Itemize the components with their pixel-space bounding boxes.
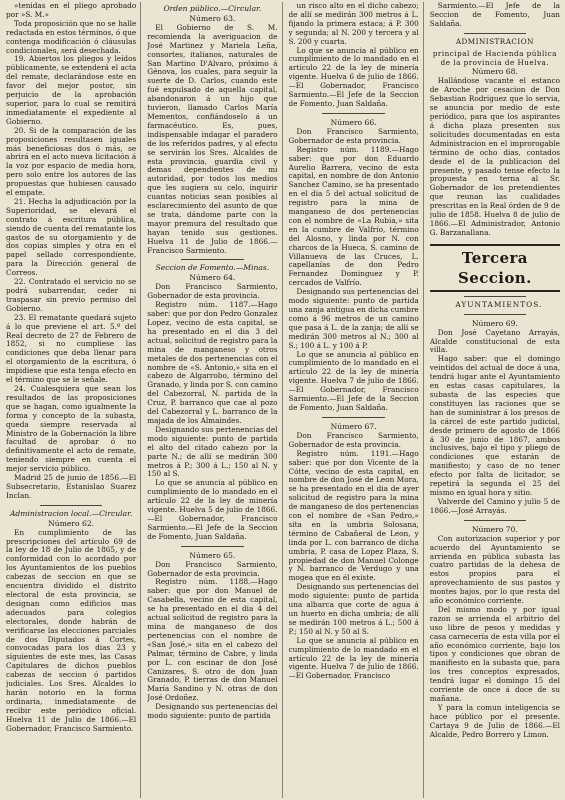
paragraph: Designando sus pertenencias del modo siguiente: punto de partida una albarca que corte de agua á un huerto en dicha umbria; de allí se medirán 100 metros á L.; 500 á P.; 150 al N. y 50 al S. <box>288 582 419 636</box>
paragraph: 20. Si de la comparación de las proposiciones resultasen iguales más beneficiosas dos ó más, se abrirá en el acto nueva licitación á la voz por espacio de media hora, pero solo entre los autores de las propuestas que hubiesen causado el empate. <box>6 125 137 198</box>
notice-number: Número 67. <box>330 421 377 431</box>
paragraph: Lo que se anuncia al público en cumplimiento de lo mandado en el artículo 22 de la ley de minería vigente. Huelva 6 de julio de 1866.—El Gobernador, Francisco Sarmiento.—El Jefe de la Seccion de Fomento, Juan Saldaña. <box>288 45 419 108</box>
paragraph: Designando sus pertenencias del modo siguiente: punto de partida <box>147 702 278 721</box>
paragraph: 24. Cualesquiera que sean los resultados de las proposiciones que se hagan, como igualmente la forma y concepto de la subasta, queda siempre reservada al Ministro de la Gobernación la libre facultad de aprobar ó no definitivamente el acto de remate, teniendo siempre en cuenta el mejor servicio público. <box>6 383 137 474</box>
paragraph: Don José Cayetano Arrayás, Alcalde constitucional de esta villa. <box>429 327 560 355</box>
divider <box>181 546 244 547</box>
administration-heading: ADMINISTRACION <box>455 36 534 46</box>
paragraph: Lo que se anuncia al público en cumplimiento de lo mandado en el artículo 22 de la ley de minería vigente. Huelva 5 de julio de 1866.—El Gobernador, Francisco Sarmiento.—El Jefe de la Seccion de Fomento, Juan Saldaña. <box>147 478 278 541</box>
paragraph: Y para la comun inteligencia se hace público por el presente. Cartaya 9 de Julio de 1866.—El Alcalde, Pedro Borrero y Limon. <box>429 702 560 739</box>
paragraph: 23. El rematante quedará sujeto á lo que previene el art. 5.º del Real decreto de 27 de Febrero de 1852, si no cumpliese las condiciones que deba llenar para el otorgamiento de la escritura, ó impidiese que esta tenga efecto en el término que se le señale. <box>6 312 137 385</box>
paragraph: Don Francisco Sarmiento, Gobernador de esta provincia. <box>288 126 419 145</box>
divider <box>464 33 527 34</box>
notice-number: Número 62. <box>48 518 95 528</box>
divider <box>322 113 385 114</box>
paragraph: Hago saber: que el domingo veintidos del actual de doce á una, tendrá lugar ante el Ayuntamiento en estas casas capitulares, la subasta de las especies que constituyen las raciones que se han de suministrar á los presos de la cárcel de este partido judicial, desde primero de agosto de 1866 á 30 de junio de 1867, ambos inclusives, bajo el tipo y pliego de condiciones que estarán de manifiesto; y caso de no tener efecto por falta de licitador, se repetirá la segunda el 25 del mismo en igual hora y sitio. <box>429 354 560 497</box>
paragraph: Don Francisco Sarmiento, Gobernador de esta provincia. <box>288 430 419 449</box>
paragraph: Designando sus pertenencias del modo siguiente: punto de partida el alto del citado cabezo por la parte N.; de allí se medirán 300 metros á P.; 300 á L.; 150 al N. y 150 al S. <box>147 424 278 479</box>
paragraph: Registro núm. 1189.—Hago saber: que por don Eduardo Aurelio Barrera, vecino de esta capital, en nombre de don Antonio Sanchez Camino, se ha presentado en el dia 5 del actual solicitud de registro para la mina de manganeso de dos pertenencias con el nombre de «La Rubia,» sita en la cumbre de Valfrío, término del Alosno, y linda por N. con charcos de la Hueca, S. camino de Villanueva de las Cruces, L. capellanías de don Pedro Fernandez Dominguez y P. cercados de Valfrío. <box>288 144 419 288</box>
section-heading: Orden público.—Circular. <box>163 4 262 13</box>
signature-paragraph: Valverde del Camino y julio 5 de 1866.—José Arrayás. <box>429 496 560 515</box>
paragraph: Con autorizacion superior y por acuerdo del Ayuntamiento se arrienda en pública subasta las cuatro partidas de la dehesa de estos propios para el aprovechamiento de sus pastos y montes bajos, por lo que resta del año económico corriente. <box>429 533 560 606</box>
column-2 <box>147 2 282 798</box>
paragraph: Lo que se anuncia al público en cumplimiento de lo mandado en el artículo 22 de la ley de minería vigente. Huelva 7 de julio de 1866.—El Gobernador, Francisco Sarmiento.—El Jefe de la Seccion de Fomento, Juan Saldaña. <box>288 349 419 412</box>
paragraph: Hallándose vacante el estanco de Aroche por cesacion de Don Sebastian Rodriguez que lo servia, se anuncia por medio de este periódico, para que los aspirantes á dicha plaza presenten sus solicitudes documentadas en esta Administracion en el improrogable término de ocho dias, contados desde el de la publicacion del presente, y pasado tense efecto la propuesta en terna al Sr. Gobernador de los pretendientes que reunan las cualidades prescritas en la Real órden de 9 de julio de 1858. Huelva 8 de julio de 1866.—El Administrador, Antonio G. Barzanallana. <box>429 76 560 237</box>
notice-number: Número 63. <box>189 13 236 23</box>
divider <box>181 259 244 260</box>
notice-number: Número 70. <box>471 524 518 534</box>
paragraph: Registro núm. 1187.—Hago saber: que por don Pedro Gonzalez Lopez, vecino de esta capital, se ha presentado en el dia 3 del actual, solicitud de registro para la mina de manganeso y otros metales de dos pertenencias con el nombre de «S. Antonio,» sita en el cabezo de Algarrobo, término del Granado, y linda por S. con camino del Cabezorral, N. partida de la Cruz, P. barranco que cae al pozo del Cabezorral y L. barranco de la majada de los Almaindes. <box>147 300 278 425</box>
column-1 <box>6 2 141 798</box>
paragraph: 19. Abiertos los pliegos y leídos públicamente, se extenderá el acta del remate, declarándose este en favor del mejor postor, sin perjuicio de la aprobación superior, para lo cual se remitirá inmediatamente el expediente al Gobierno. <box>6 54 137 126</box>
notice-number: Número 68. <box>471 67 518 77</box>
paragraph: Registro núm. 1191.—Hago saber: que por don Vicente de la Cótte, vecino de esta capital, en nombre de don José de Leon Mora, se ha presentado en el dia de ayer solicitud de registro para la mina de manganeso de dos pertenencias con el nombre de «San Pedro,» sita en la umbria Solosana, término de Cabañeral de Leon, y linda por L. con barranco de dicha umbria, P. casa de Lopez Plaza, S. propiedad de don Manuel Colonge y N. barranco de Verdugo y una mogea que en él existe. <box>288 448 419 583</box>
subsection-heading: AYUNTAMIENTOS. <box>455 299 543 309</box>
paragraph: Don Francisco Sarmiento, Gobernador de esta provincia. <box>147 559 278 578</box>
section-banner <box>430 244 560 292</box>
paragraph: Designando sus pertenencias del modo siguiente: punto de partida una zanja antigua en dicha cumbre como á 96 metros de un camino que pasa á L. de la zanja; de allí se medirán 300 metros al N.; 300 al S.; 100 á L. y 100 á P. <box>288 287 419 350</box>
notice-number: Número 65. <box>189 550 236 560</box>
paragraph: »tenidas en el pliego aprobado por »S. M.» <box>6 2 137 19</box>
divider <box>40 505 103 506</box>
paragraph: Sarmiento.—El Jefe de la Seccion de Fomento, Juan Saldaña. <box>429 2 560 28</box>
notice-number: Número 64. <box>189 273 236 283</box>
section-title: Tercera Seccion. <box>458 248 532 287</box>
notice-number: Número 66. <box>330 117 377 127</box>
paragraph: Lo que se anuncia al público en cumplimiento de lo mandado en el artículo 22 de la ley de minería vigente. Huelva 7 de julio de 1866.—El Gobernador, Francisco <box>288 635 419 681</box>
section-heading: Seccion de Fomento.—Minas. <box>155 263 270 273</box>
divider <box>464 520 527 521</box>
administration-subheading: principal de Hacienda pública de la provincia de Huelva. <box>432 48 557 67</box>
column-4 <box>430 2 560 798</box>
section-heading: Administracion local.—Circular. <box>9 508 133 518</box>
divider <box>464 314 527 315</box>
paragraph: un risco alto en el dicho cabezo; de allí se medirán 300 metros á L. fijando la primera estaca; á P. 300 y segunda; al N. 200 y tercera y al S. 200 y cuarta. <box>288 2 419 46</box>
paragraph: 21. Hecha la adjudicación por la Superioridad, se elevará el contrato á escritura pública, siendo de cuenta del rematante los gastos de su otorgamiento y de dos copias simples y otra en el papel sellado correspondiente, para la Dirección general de Correos. <box>6 196 137 278</box>
paragraph: En cumplimiento de las prescripciones del artículo 69 de la ley de 18 de Julio de 1865, y de conformidad con lo acordado por los Ayuntamientos de los pueblos cabezas de seccion en que se encuentra dividido el distrito electoral de esta provincia, se designan como edificios mas adecuados para colegios electorales, donde habrán de verificarse las elecciones parciales de dos Diputados á Cortes, convocadas para los dias 23 y siguientes de este mes, las Casas Capitulares de dichos pueblos cabezas de seccion ó partidos judiciales. Los Sres. Alcaldes lo harán notorio en la forma ordinaria, inmediatamente de recibir este periódico oficial. Huelva 11 de Julio de 1866.—El Gobernador, Francisco Sarmiento. <box>6 527 137 733</box>
paragraph: 22. Contratado el servicio no se podrá subarrendar, ceder ni traspasar sin previo permiso del Gobierno. <box>6 277 137 313</box>
paragraph: Del mismo modo y por igual razon se arrienda el arbitrio del uso libre de pesos y medidas y casa carnecería de esta villa por el año económico corriente, bajo los tipos y condiciones que obran de manifiesto en la subasta que, para los tres conceptos expresados, tendrá lugar el domingo 15 del corriente de once á doce de su mañana. <box>429 604 560 703</box>
signature-paragraph: Madrid 25 de junio de 1856.—El Subsecretario, Estanislao Suarez Inclan. <box>6 473 137 500</box>
divider <box>464 296 527 297</box>
column-3 <box>289 2 424 798</box>
divider <box>322 417 385 418</box>
paragraph: Don Francisco Sarmiento, Gobernador de esta provincia. <box>147 282 278 301</box>
paragraph: El Gobierno de S. M. recomienda la averiguacion de José Martinez y Mariela Leña, consortes, italianos, naturales de San Martino D'Alvaro, próximo á Génova, los cuales, para seguir la suerte de D. Carlos, cuando este fué expulsado de aquella capital, abandonaron á un hijo que tuvieron, llamado Carlos María Mementos, confiándoselo á un farmacéutico. Es, pues, indispensable indagar el paradero de los referidos padres, y al efecto se servirán los Sres. Alcaldes de esta provincia, guardia civil y demas dependientes de mi autoridad, por todos los medios que les sugiera su celo, inquirir cuantas noticias sean posibles al esclarecimiento del asunto de que se trata, dándome parte con la mayor premura del resultado que hayan tenido sus gestiones. Huelva 11 de Julio de 1866.—Francisco Sarmiento. <box>147 22 278 255</box>
notice-number: Número 69. <box>471 318 518 328</box>
paragraph: Registro núm. 1188.—Hago saber: que por don Manuel de Casabella, vecino de esta capital, se ha presentado en el dia 4 del actual solicitud de registro para la mina de manganeso de dos pertenencias con el nombre de «San José,» sita en el cabezo del Palmar, término de Cabre, y linda por L. con escinar de don José Canizares, S. otro de don Juan Granado, P. tierras de don Manuel María Sandino y N. otras de don José Ordoñez. <box>147 577 278 703</box>
paragraph: Toda proposición que no se halle redactada en estos términos, ó que contenga modificación ó cláusulas condicionales, será desechada. <box>6 18 137 55</box>
